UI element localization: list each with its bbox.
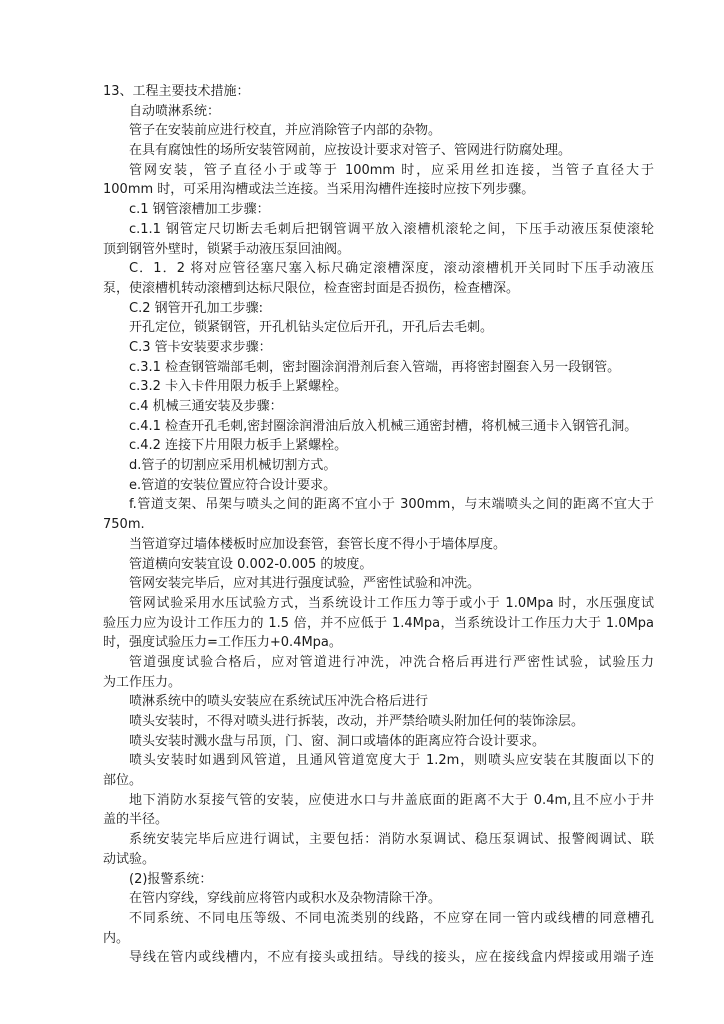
paragraph-line: C．1．2 将对应管径塞尺塞入标尺确定滚槽深度，滚动滚槽机开关同时下压手动液压 — [129, 261, 654, 277]
paragraph-line: 为工作压力。 — [103, 674, 182, 690]
paragraph-line: 管网试验采用水压试验方式，当系统设计工作压力等于或小于 1.0Mpa 时，水压强度试 — [129, 595, 654, 611]
paragraph-line: 盖的半径。 — [103, 812, 169, 828]
paragraph-line: 在管内穿线，穿线前应将管内或积水及杂物清除干净。 — [129, 891, 442, 907]
paragraph-line: c.4.1 检查开孔毛刺,密封圈涂润滑油后放入机械三通密封槽，将机械三通卡入钢管孔洞。 — [129, 418, 638, 434]
paragraph-line: 当管道穿过墙体楼板时应加设套管，套管长度不得小于墙体厚度。 — [129, 536, 507, 552]
step-heading: C.2 钢管开孔加工步骤: — [129, 300, 263, 316]
paragraph-line: 喷淋系统中的喷头安装应在系统试压冲洗合格后进行 — [129, 694, 429, 710]
step-heading: c.4 机械三通安装及步骤： — [129, 399, 283, 414]
paragraph-line: 系统安装完毕后应进行调试，主要包括：消防水泵调试、稳压泵调试、报警阀调试、联 — [129, 832, 654, 848]
paragraph-line: c.4.2 连接下片用限力板手上紧螺栓。 — [129, 438, 348, 454]
paragraph-line: 导线在管内或线槽内，不应有接头或扭结。导线的接头，应在接线盒内焊接或用端子连 — [129, 950, 654, 966]
paragraph-line: 管网安装，管子直径小于或等于 100mm 时，应采用丝扣连接，当管子直径大于 — [129, 162, 654, 178]
paragraph-line: 部位。 — [103, 773, 143, 789]
paragraph-line: 管道横向安装宜设 0.002-0.005 的坡度。 — [129, 556, 373, 572]
paragraph-line: 地下消防水泵接气管的安装，应使进水口与井盖底面的距离不大于 0.4m,且不应小于井 — [129, 792, 654, 808]
paragraph-line: 验压力应为设计工作压力的 1.5 倍，并不应低于 1.4Mpa，当系统设计工作压力大于 1.0Mpa — [103, 615, 654, 631]
paragraph-line: d.管子的切割应采用机械切割方式。 — [129, 458, 337, 474]
paragraph-line: 管道强度试验合格后，应对管道进行冲洗，冲洗合格后再进行严密性试验，试验压力 — [129, 654, 654, 670]
paragraph-line: 喷头安装时如遇到风管道，且通风管道宽度大于 1.2m，则喷头应安装在其腹面以下的 — [129, 753, 654, 769]
paragraph-line: 泵，使滚槽机转动滚槽到达标尺限位，检查密封面是否损伤，检查槽深。 — [103, 280, 520, 296]
subsection-heading: 自动喷淋系统： — [129, 103, 221, 119]
paragraph-line: c.1.1 钢管定尺切断去毛刺后把钢管调平放入滚槽机滚轮之间，下压手动液压泵使滚轮 — [129, 221, 654, 237]
step-heading: c.1 钢管滚槽加工步骤： — [129, 202, 270, 218]
section-heading: 13、工程主要技术措施： — [103, 84, 250, 99]
paragraph-line: 管子在安装前应进行校直，并应消除管子内部的杂物。 — [129, 123, 442, 139]
paragraph-line: 动试验。 — [103, 851, 156, 867]
paragraph-line: 不同系统、不同电压等级、不同电流类别的线路，不应穿在同一管内或线槽的同意槽孔 — [129, 910, 654, 926]
paragraph-line: 喷头安装时，不得对喷头进行拆装，改动，并严禁给喷头附加任何的装饰涂层。 — [129, 714, 585, 729]
paragraph-line: 在具有腐蚀性的场所安装管网前，应按设计要求对管子、管网进行防腐处理。 — [129, 143, 572, 159]
paragraph-line: 内。 — [103, 930, 130, 946]
paragraph-line: f.管道支架、吊架与喷头之间的距离不宜小于 300mm，与末端喷头之间的距离不宜大于 — [129, 497, 654, 513]
paragraph-line: 750m. — [103, 517, 145, 533]
paragraph-line: 时，强度试验压力=工作压力+0.4Mpa。 — [103, 635, 342, 651]
paragraph-line: 开孔定位，锁紧钢管，开孔机钻头定位后开孔，开孔后去毛刺。 — [129, 320, 494, 336]
paragraph-line: 100mm 时，可采用沟槽或法兰连接。当采用沟槽件连接时应按下列步骤。 — [103, 182, 535, 198]
step-heading: C.3 管卡安装要求步骤： — [129, 339, 272, 355]
paragraph-line: c.3.2 卡入卡件用限力板手上紧螺栓。 — [129, 379, 348, 395]
paragraph-line: 顶到钢管外壁时，锁紧手动液压泵回油阀。 — [103, 241, 351, 257]
paragraph-line: c.3.1 检查钢管端部毛刺，密封圈涂润滑剂后套入管端，再将密封圈套入另一段钢管。 — [129, 359, 621, 375]
paragraph-line: 喷头安装时溅水盘与吊顶，门、窗、洞口或墙体的距离应符合设计要求。 — [129, 733, 546, 749]
subsection-heading: (2)报警系统： — [129, 871, 213, 887]
paragraph-line: e.管道的安装位置应符合设计要求。 — [129, 477, 337, 493]
paragraph-line: 管网安装完毕后，应对其进行强度试验，严密性试验和冲洗。 — [129, 576, 481, 592]
